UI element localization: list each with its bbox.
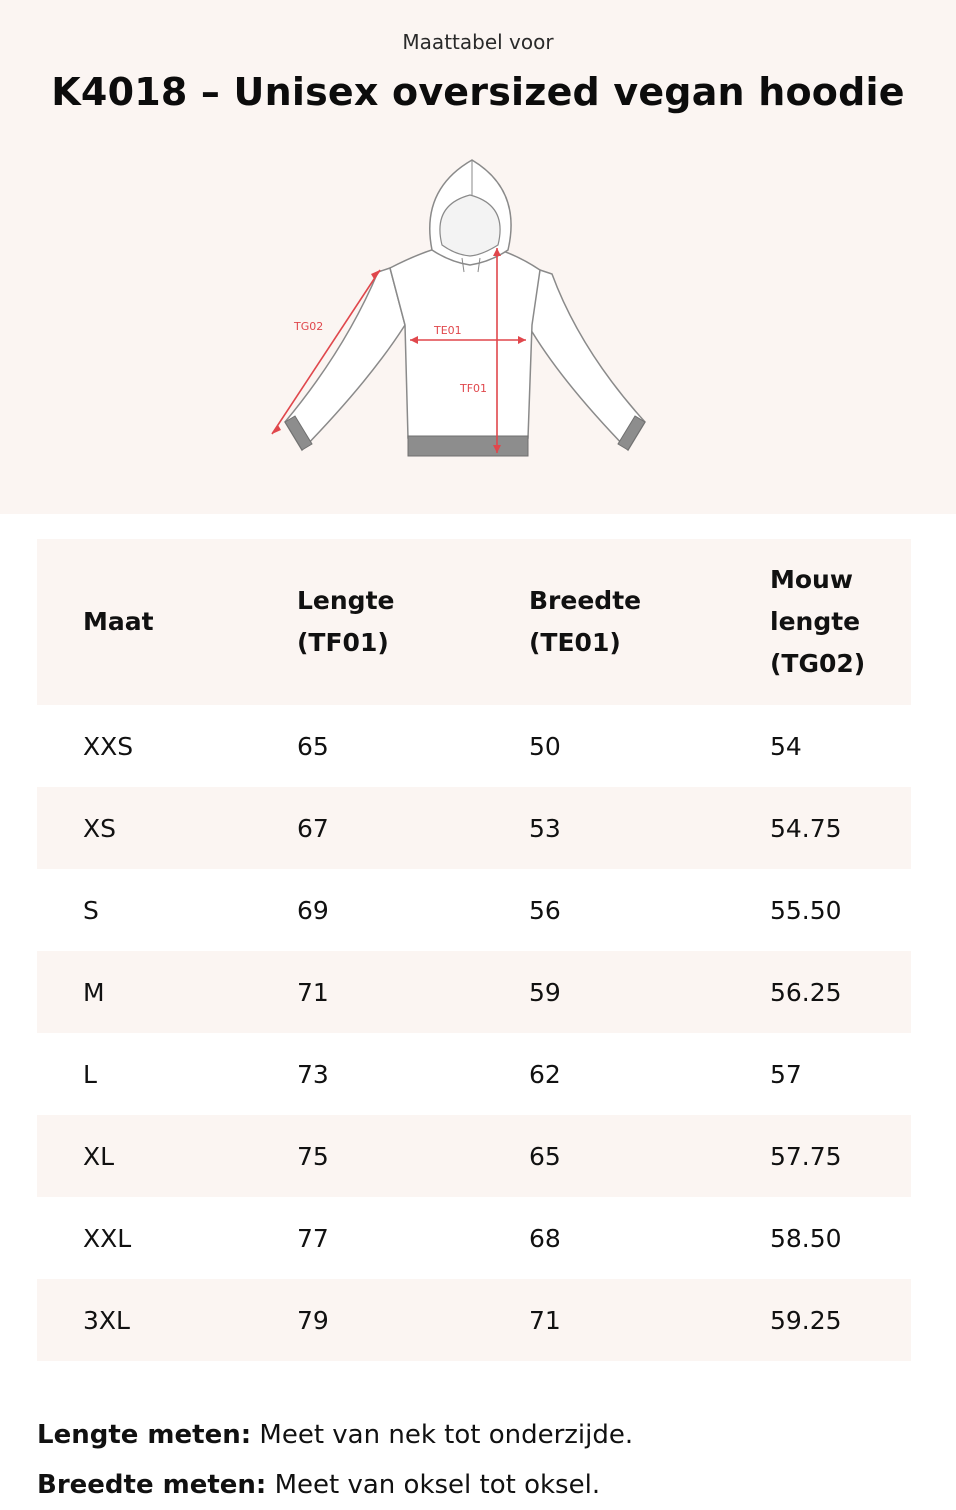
width-note-text: Meet van oksel tot oksel. — [266, 1470, 601, 1500]
cell-size: XS — [83, 813, 116, 843]
cell-length: 75 — [297, 1141, 329, 1171]
waistband — [408, 436, 528, 456]
table-header-row — [37, 539, 911, 705]
page-title: K4018 – Unisex oversized vegan hoodie — [51, 70, 905, 114]
cell-width: 53 — [529, 813, 561, 843]
cell-length: 67 — [297, 813, 329, 843]
table-row — [37, 869, 911, 951]
hoodie-diagram — [250, 150, 670, 470]
cell-width: 56 — [529, 895, 561, 925]
cell-size: M — [83, 977, 105, 1007]
table-row — [37, 1115, 911, 1197]
header-sleeve-length: Mouw lengte (TG02) — [770, 565, 866, 678]
table-row — [37, 787, 911, 869]
cell-length: 65 — [297, 731, 329, 761]
header-length: Lengte (TF01) — [297, 586, 395, 657]
length-note-label: Lengte meten: — [37, 1420, 252, 1450]
cell-sleeve: 55.50 — [770, 895, 842, 925]
measurement-notes — [37, 1410, 937, 1510]
cell-width: 62 — [529, 1059, 561, 1089]
cell-size: XXL — [83, 1223, 132, 1253]
cell-size: 3XL — [83, 1305, 130, 1335]
cell-width: 71 — [529, 1305, 561, 1335]
left-sleeve — [285, 268, 405, 450]
cell-size: XXS — [83, 731, 134, 761]
cell-length: 71 — [297, 977, 329, 1007]
length-measure-label: TF01 — [460, 382, 488, 395]
cell-sleeve: 57.75 — [770, 1141, 842, 1171]
width-note — [37, 1460, 937, 1510]
cell-sleeve: 57 — [770, 1059, 802, 1089]
cell-sleeve: 54 — [770, 731, 802, 761]
cell-length: 69 — [297, 895, 329, 925]
table-row — [37, 1279, 911, 1361]
cell-length: 79 — [297, 1305, 329, 1335]
hoodie-body — [390, 245, 540, 438]
sleeve-measure-label: TG02 — [294, 320, 324, 333]
cell-sleeve: 54.75 — [770, 813, 842, 843]
width-note-label: Breedte meten: — [37, 1470, 267, 1500]
table-row — [37, 951, 911, 1033]
table-row — [37, 1197, 911, 1279]
cell-sleeve: 56.25 — [770, 977, 842, 1007]
cell-sleeve: 58.50 — [770, 1223, 842, 1253]
right-sleeve — [528, 270, 645, 450]
length-note — [37, 1410, 937, 1460]
width-measure-label: TE01 — [434, 324, 462, 337]
table-row — [37, 1033, 911, 1115]
length-note-text: Meet van nek tot onderzijde. — [251, 1420, 634, 1450]
header-size: Maat — [83, 607, 154, 636]
cell-length: 73 — [297, 1059, 329, 1089]
cell-size: S — [83, 895, 99, 925]
size-table-container — [37, 539, 911, 1361]
cell-width: 50 — [529, 731, 561, 761]
chart-subtitle: Maattabel voor — [402, 30, 554, 54]
size-table — [37, 539, 911, 1361]
cell-size: XL — [83, 1141, 115, 1171]
cell-width: 59 — [529, 977, 561, 1007]
cell-width: 65 — [529, 1141, 561, 1171]
cell-size: L — [83, 1059, 97, 1089]
cell-length: 77 — [297, 1223, 329, 1253]
table-row — [37, 705, 911, 787]
size-chart-header — [0, 0, 956, 514]
header-width: Breedte (TE01) — [529, 586, 642, 657]
cell-width: 68 — [529, 1223, 561, 1253]
cell-sleeve: 59.25 — [770, 1305, 842, 1335]
